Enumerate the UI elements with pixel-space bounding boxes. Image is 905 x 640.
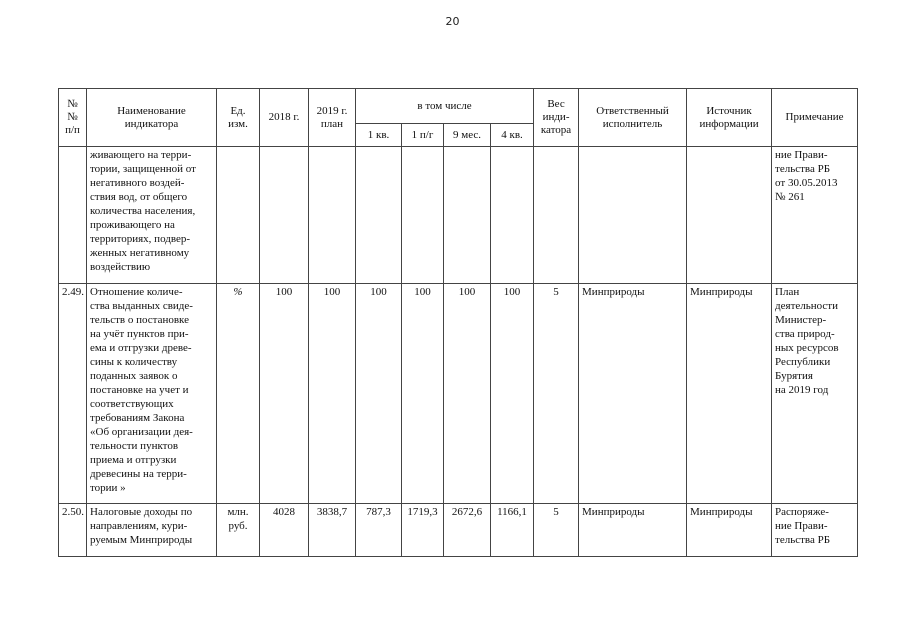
cell-q1: 100 [356, 284, 402, 504]
cell-name: живающего на терри- тории, защищенной от негативного воздей- ствия вод, от общего количества населения, проживающего на территориях, подвер- женных негативному воздействию [87, 147, 217, 284]
cell-9m: 100 [444, 284, 491, 504]
cell-q1 [356, 147, 402, 284]
cell-name: Отношение количе- ства выданных свиде- тельств о постановке на учёт пунктов при- ема и отгрузки древе- сины к количеству поданных заявок о постановке на учет и соответствующих требованиям Закона «Об организации дея- тельности пунктов приема и отгрузки древесины на терри- тории » [87, 284, 217, 504]
header-h1: 1 п/г [402, 124, 444, 147]
cell-q1: 787,3 [356, 504, 402, 557]
cell-9m [444, 147, 491, 284]
header-responsible: Ответственный исполнитель [579, 89, 687, 147]
header-note: Примечание [772, 89, 858, 147]
header-name: Наименование индикатора [87, 89, 217, 147]
cell-weight: 5 [534, 284, 579, 504]
cell-unit [217, 147, 260, 284]
cell-name: Налоговые доходы по направлениям, кури- руемым Минприроды [87, 504, 217, 557]
header-2018: 2018 г. [260, 89, 309, 147]
page-number: 20 [445, 15, 460, 28]
cell-weight [534, 147, 579, 284]
cell-source: Минприроды [687, 284, 772, 504]
header-9m: 9 мес. [444, 124, 491, 147]
cell-responsible: Минприроды [579, 504, 687, 557]
cell-note: Распоряже- ние Прави- тельства РБ [772, 504, 858, 557]
cell-source: Минприроды [687, 504, 772, 557]
cell-2019-plan: 100 [309, 284, 356, 504]
cell-2018: 4028 [260, 504, 309, 557]
cell-weight: 5 [534, 504, 579, 557]
cell-responsible: Минприроды [579, 284, 687, 504]
table-row [59, 147, 858, 284]
cell-q4: 1166,1 [491, 504, 534, 557]
cell-h1: 1719,3 [402, 504, 444, 557]
indicators-table [58, 88, 858, 557]
header-q1: 1 кв. [356, 124, 402, 147]
cell-num: 2.49. [59, 284, 87, 504]
cell-2018: 100 [260, 284, 309, 504]
cell-note: ние Прави- тельства РБ от 30.05.2013 № 261 [772, 147, 858, 284]
cell-unit: млн. руб. [217, 504, 260, 557]
cell-2018 [260, 147, 309, 284]
header-including: в том числе [356, 89, 534, 124]
cell-num [59, 147, 87, 284]
cell-q4 [491, 147, 534, 284]
header-row [59, 89, 858, 124]
header-weight: Вес инди- катора [534, 89, 579, 147]
cell-2019-plan [309, 147, 356, 284]
cell-unit: % [217, 284, 260, 504]
table-row [59, 284, 858, 504]
header-unit: Ед. изм. [217, 89, 260, 147]
table-row [59, 504, 858, 557]
cell-h1 [402, 147, 444, 284]
cell-note: План деятельности Министер- ства природ- ных ресурсов Республики Бурятия на 2019 год [772, 284, 858, 504]
cell-h1: 100 [402, 284, 444, 504]
cell-q4: 100 [491, 284, 534, 504]
cell-num: 2.50. [59, 504, 87, 557]
header-q4: 4 кв. [491, 124, 534, 147]
cell-responsible [579, 147, 687, 284]
cell-source [687, 147, 772, 284]
cell-9m: 2672,6 [444, 504, 491, 557]
header-2019-plan: 2019 г. план [309, 89, 356, 147]
header-source: Источник информации [687, 89, 772, 147]
cell-2019-plan: 3838,7 [309, 504, 356, 557]
header-num: № № п/п [59, 89, 87, 147]
